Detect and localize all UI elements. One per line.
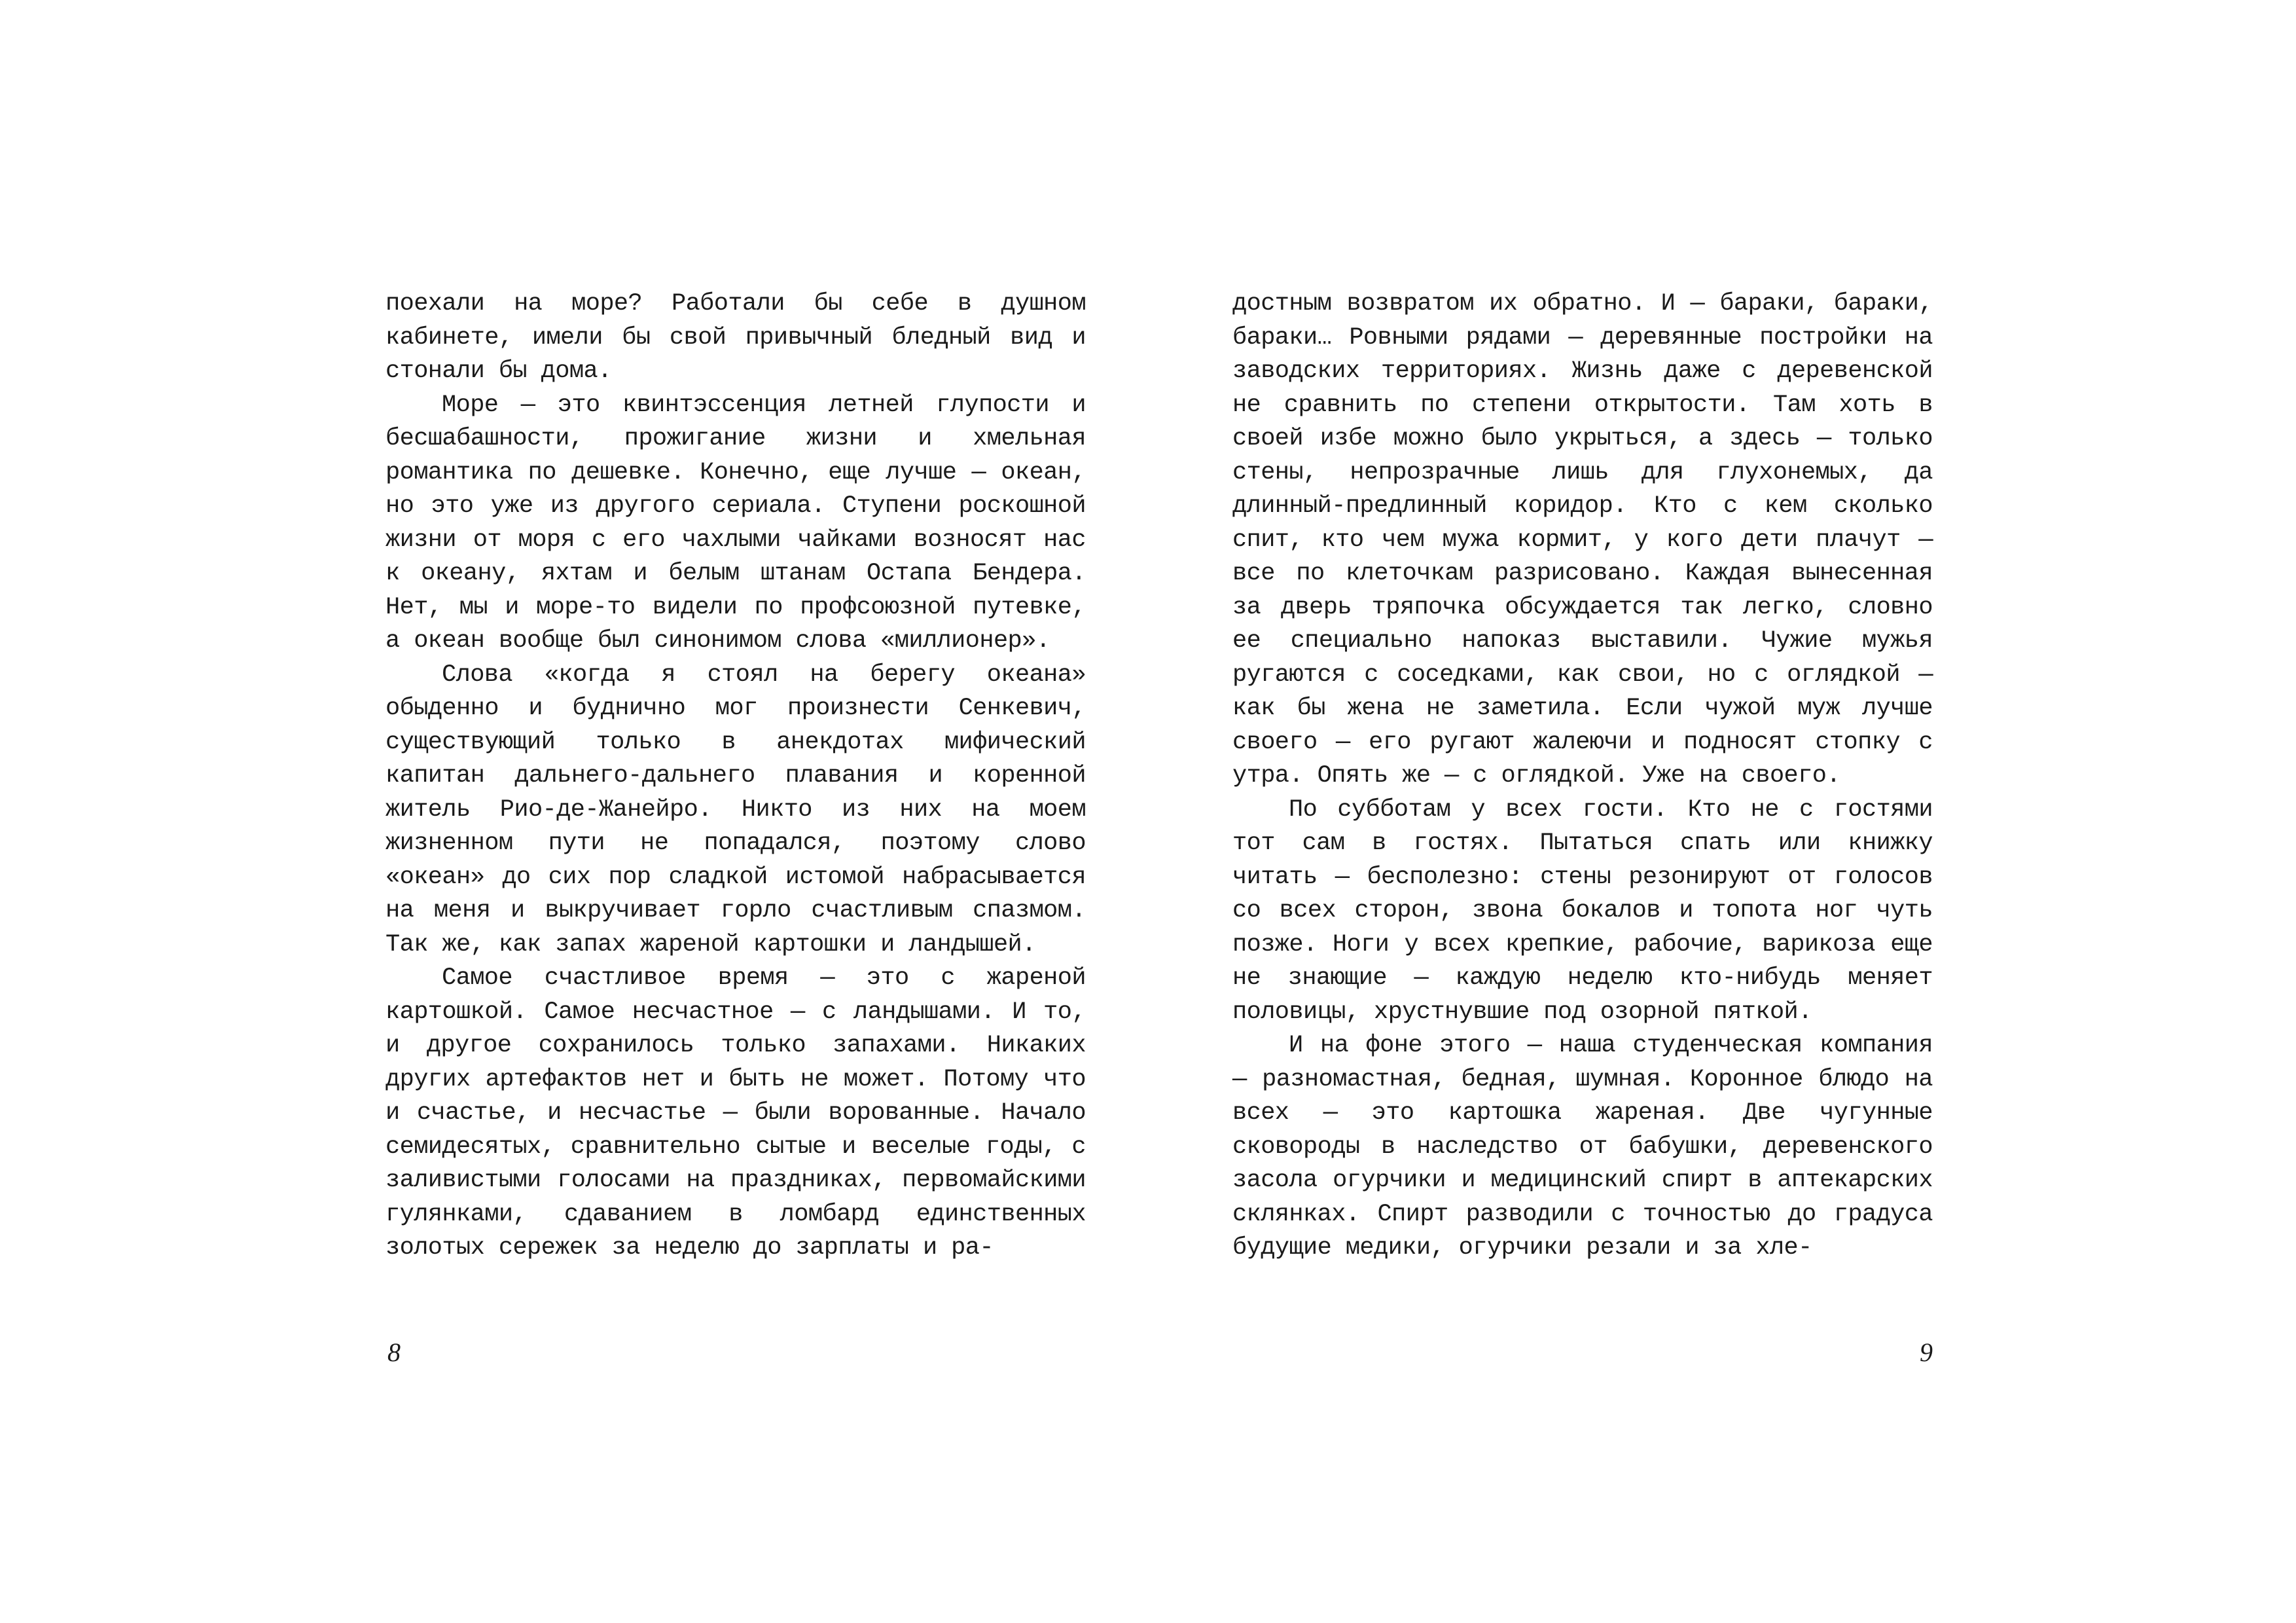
left-page-text bbox=[386, 287, 1086, 1266]
page-number: 9 bbox=[1920, 1338, 1933, 1367]
paragraph: Море — это квинтэссенция летней глупости и бесшабашности, прожигание жизни и хмельная романтика по дешевке. Конечно, еще лучше — океан, но это уже из другого сериала. Ступени роскошной жизни от моря с его чахлыми чайками возносят нас к океану, яхтам и белым штанам Остапа Бендера. Нет, мы и море-то видели по профсоюзной путевке, а океан вообще был синонимом слова «миллионер». bbox=[386, 391, 1086, 655]
paragraph: По субботам у всех гости. Кто не с гостями тот сам в гостях. Пытаться спать или книжку читать — бесполезно: стены резонируют от голосов со всех сторон, звона бокалов и топота ног чуть позже. Ноги у всех крепкие, рабочие, варикоза еще не знающие — каждую неделю кто-нибудь меняет половицы, хрустнувшие под озорной пяткой. bbox=[1232, 795, 1933, 1026]
paragraph: поехали на море? Работали бы себе в душном кабинете, имели бы свой привычный бледный вид и стонали бы дома. bbox=[386, 290, 1086, 385]
paragraph: Слова «когда я стоял на берегу океана» обыденно и буднично мог произнести Сенкевич, существующий только в анекдотах мифический капитан дальнего-дальнего плавания и коренной житель Рио-де-Жанейро. Никто из них на моем жизненном пути не попадался, поэтому слово «океан» до сих пор сладкой истомой набрасывается на меня и выкручивает горло счастливым спазмом. Так же, как запах жареной картошки и ландышей. bbox=[386, 661, 1086, 958]
paragraph: Самое счастливое время — это с жареной картошкой. Самое несчастное — с ландышами. И то, и другое сохранилось только запахами. Никаких других артефактов нет и быть не может. Потому что и счастье, и несчастье — были ворованные. Начало семидесятых, сравнительно сытые и веселые годы, с заливистыми голосами на праздниках, первомайскими гулянками, сдаванием в ломбард единственных золотых сережек за неделю до зарплаты и ра- bbox=[386, 964, 1086, 1262]
paragraph: достным возвратом их обратно. И — бараки, бараки, бараки… Ровными рядами — деревянные постройки на заводских территориях. Жизнь даже с деревенской не сравнить по степени открытости. Там хоть в своей избе можно было укрыться, а здесь — только стены, непрозрачные лишь для глухонемых, да длинный-предлинный коридор. Кто с кем сколько спит, кто чем мужа кормит, у кого дети плачут — все по клеточкам разрисовано. Каждая вынесенная за дверь тряпочка обсуждается так легко, словно ее специально напоказ выставили. Чужие мужья ругаются с соседками, как свои, но с оглядкой — как бы жена не заметила. Если чужой муж лучше своего — его ругают жалеючи и подносят стопку с утра. Опять же — с оглядкой. Уже на своего. bbox=[1232, 290, 1933, 790]
right-page bbox=[1232, 287, 1933, 1400]
left-page bbox=[386, 287, 1086, 1400]
right-page-text bbox=[1232, 287, 1933, 1266]
paragraph: И на фоне этого — наша студенческая компания — разномастная, бедная, шумная. Коронное блюдо на всех — это картошка жареная. Две чугунные сковороды в наследство от бабушки, деревенского засола огурчики и медицинский спирт в аптекарских склянках. Спирт разводили с точностью до градуса будущие медики, огурчики резали и за хле- bbox=[1232, 1032, 1933, 1262]
page-number: 8 bbox=[387, 1338, 401, 1367]
